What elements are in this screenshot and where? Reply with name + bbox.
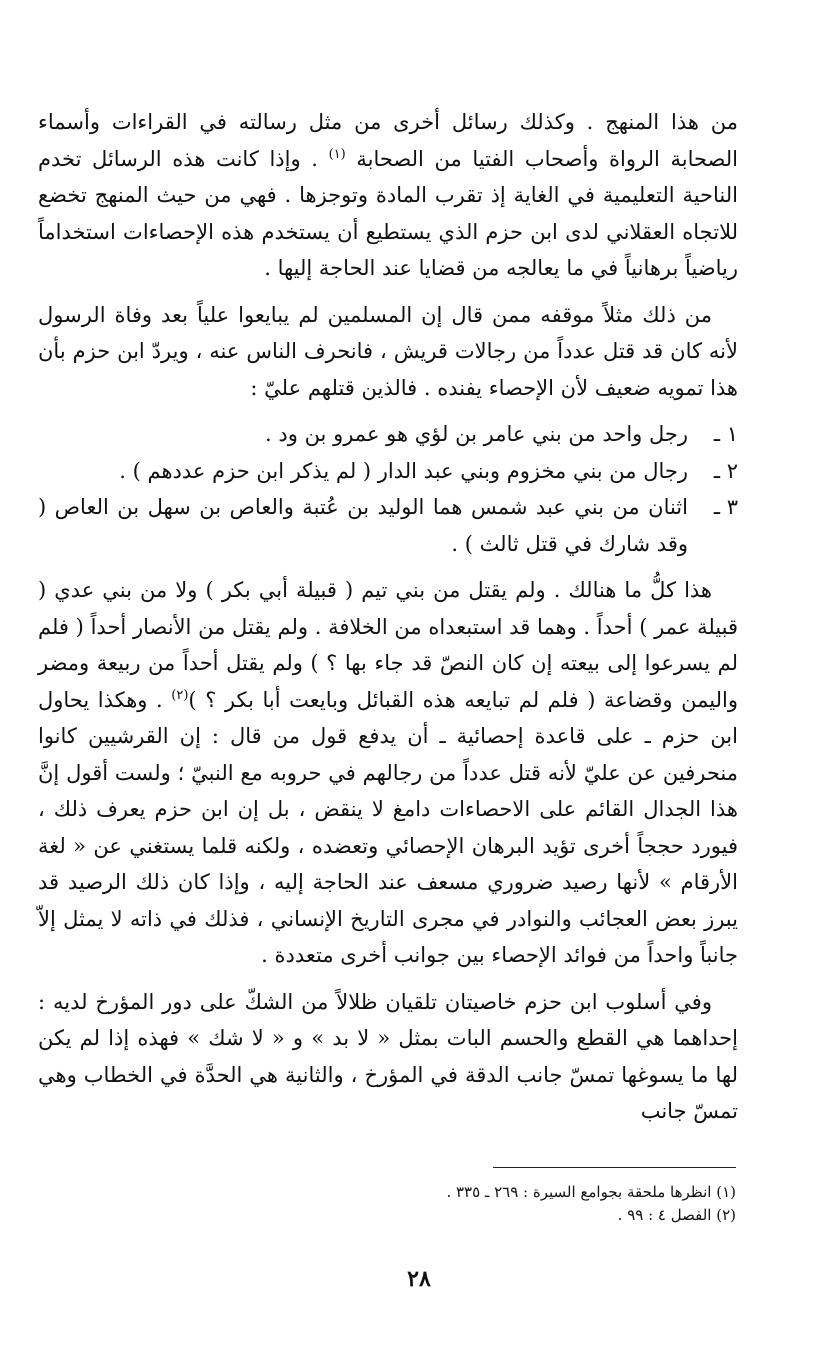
footnote-1: (١) انظرها ملحقة بجوامع السيرة : ٢٦٩ ـ ٣٣٥ . [446,1183,736,1201]
paragraph-1-line-3: التعليمية في الغاية إذ تقرب المادة وتوجزها . فهي من حيث المنهج تخضع للاتجاه [38,183,738,244]
paragraph-1 [38,104,738,287]
paragraph-4: وفي أسلوب ابن حزم خاصيتان تلقيان ظلالاً من الشكّ على دور المؤرخ لديه : إحداهما هي القطع والحسم البات بمثل « لا بد » و « لا شك » فهذه إذا لم يكن لها ما يسوغها تمسّ جانب الدقة في المؤرخ ، والثانية هي الحدَّة في الخطاب وهي تمسّ جانب [38,989,738,1123]
paragraph-3-part-1: هذا كلُّ ما هنالك . ولم يقتل من بني تيم ( قبيلة أبي بكر ) ولا من بني عدي ( قبيلة عمر ) أحداً . وهما قد استبعداه من الخلافة . ولم يقتل من الأنصار أحداً ( فلم لم يسرعوا إلى بيعته إن كان النصّ قد جاء بها ؟ ) ولم يقتل أحداً من ربيعة ومضر واليمن وقضاعة ( فلم لم تبايعه هذه القبائل وبايعت أبا بكر ؟ ) [38,578,738,712]
footnote-divider [493,1167,736,1168]
paragraph-1-line-2: الرواة وأصحاب الفتيا من الصحابة [356,146,660,171]
footnote-ref-1: (١) [328,146,346,162]
list-item [38,489,738,562]
body-text [38,104,738,1130]
list-item-number: ٢ ـ [713,458,738,483]
footnotes [136,1181,736,1227]
footnote-ref-2: (٢) [171,687,189,703]
paragraph-1-line-1: من هذا المنهج . وكذلك رسائل أخرى من مثل رسالته في القراءات وأسماء الصحابة [38,110,739,171]
list-item [38,453,738,490]
page-number: ٢٨ [407,1266,431,1292]
list-item-text: رجل واحد من بني عامر بن لؤي هو عمرو بن ود . [265,422,688,446]
paragraph-2: من ذلك مثلاً موقفه ممن قال إن المسلمين لم يبايعوا علياً بعد وفاة الرسول لأنه كان قد قتل عدداً من رجالات قريش ، فانحرف الناس عنه ، ويردّ ابن حزم بأن هذا تمويه ضعيف لأن الإحصاء يفنده . فالذين قتلهم عليّ : [38,302,738,400]
paragraph-3-part-2: . وهكذا يحاول ابن حزم ـ على قاعدة إحصائية ـ أن يدفع قول من قال : إن القرشيين كانوا منحرفين عن عليّ لأنه قتل عدداً من رجالهم في حروبه مع النبيّ ؛ ولست أقول إنَّ هذا الجدال القائم على الاحصاءات دامغ لا ينقض ، بل إن ابن حزم يعرف ذلك ، فيورد حججاً أخرى تؤيد البرهان الإحصائي وتعضده ، ولكنه قلما يستغني عن « لغة الأرقام » لأنها رصيد ضروري مسعف عند الحاجة إليه ، وإذا كان ذلك الرصيد قد يبرز بعض العجائب والنوادر في مجرى التاريخ الإنساني ، فذلك في ذاته لا يمثل إلاّ جانباً واحداً من فوائد الإحصاء بين جوانب أخرى متعددة . [38,687,738,967]
paragraph-1-line-4: العقلاني لدى ابن حزم الذي يستطيع أن يستخدم هذه الإحصاءات استخداماً رياضياً [38,219,738,280]
footnote-2: (٢) الفصل ٤ : ٩٩ . [617,1206,736,1224]
list-item-text: اثنان من بني عبد شمس هما الوليد بن عُتبة والعاص بن سهل بن العاص ( وقد شارك في قتل ثالث ) . [38,495,688,556]
list-item [38,416,738,453]
list-item-text: رجال من بني مخزوم وبني عبد الدار ( لم يذكر ابن حزم عددهم ) . [119,458,688,483]
paragraph-3 [38,572,738,974]
list-item-number: ١ ـ [713,422,738,446]
paragraph-1-line-5: برهانياً في ما يعالجه من قضايا عند الحاجة إليها . [264,256,679,280]
paragraph-1-line-2-cont: . وإذا كانت هذه الرسائل تخدم الناحية [38,146,738,207]
enumerated-list [38,416,738,562]
list-item-number: ٣ ـ [713,495,738,519]
